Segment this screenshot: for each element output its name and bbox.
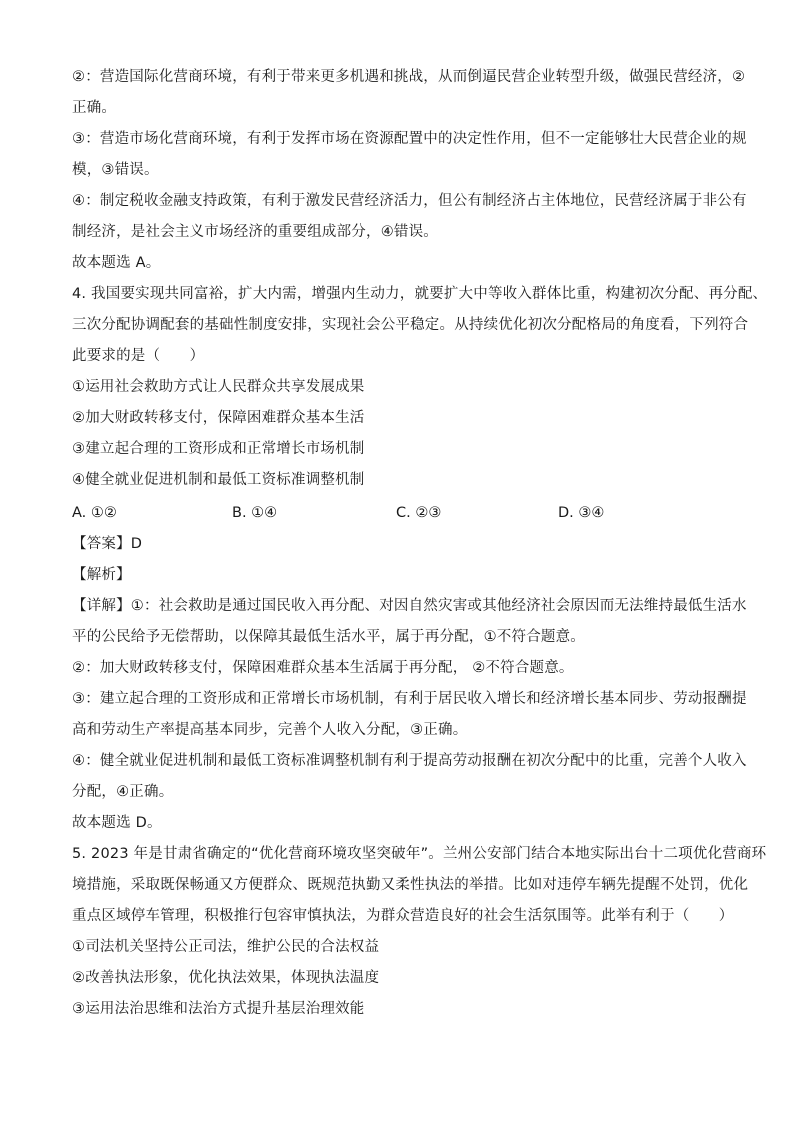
detail-line: ④：健全就业促进机制和最低工资标准调整机制有利于提高劳动报酬在初次分配中的比重，完善个人收入 bbox=[72, 753, 747, 769]
statement-item: ④健全就业促进机制和最低工资标准调整机制 bbox=[72, 472, 365, 488]
text-line: 故本题选 A。 bbox=[72, 255, 161, 271]
question-4-stem: 4. 我国要实现共同富裕，扩大内需，增强内生动力，就要扩大中等收入群体比重，构建初次分配、再分配、 bbox=[72, 286, 768, 302]
option-d: D. ③④ bbox=[558, 505, 605, 521]
answer-options bbox=[72, 503, 732, 523]
text-line: 正确。 bbox=[72, 100, 117, 116]
option-a: A. ①② bbox=[72, 505, 117, 521]
question-5-stem: 5. 2023 年是甘肃省确定的“优化营商环境攻坚突破年”。兰州公安部门结合本地实际出台十二项优化营商环 bbox=[72, 846, 767, 862]
detail-line: 故本题选 D。 bbox=[72, 815, 162, 831]
option-b: B. ①④ bbox=[232, 505, 278, 521]
question-5-stem: 重点区域停车管理，积极推行包容审慎执法，为群众营造良好的社会生活氛围等。此举有利于（ ） bbox=[72, 908, 734, 924]
text-line: ②：营造国际化营商环境，有利于带来更多机遇和挑战，从而倒逼民营企业转型升级，做强民营经济，② bbox=[72, 69, 746, 85]
question-4-stem: 三次分配协调配套的基础性制度安排，实现社会公平稳定。从持续优化初次分配格局的角度看，下列符合 bbox=[72, 317, 749, 333]
statement-item: ③建立起合理的工资形成和正常增长市场机制 bbox=[72, 441, 365, 457]
answer-line: 【答案】D bbox=[72, 536, 143, 552]
text-line: 模，③错误。 bbox=[72, 162, 159, 178]
detail-line: 【详解】①：社会救助是通过国民收入再分配、对因自然灾害或其他经济社会原因而无法维持最低生活水 bbox=[72, 598, 747, 614]
statement-item: ①运用社会救助方式让人民群众共享发展成果 bbox=[72, 379, 365, 395]
option-c: C. ②③ bbox=[396, 505, 442, 521]
analysis-label: 【解析】 bbox=[72, 567, 131, 583]
statement-item: ①司法机关坚持公正司法，维护公民的合法权益 bbox=[72, 939, 380, 955]
text-line: ④：制定税收金融支持政策，有利于激发民营经济活力，但公有制经济占主体地位，民营经济属于非公有 bbox=[72, 193, 747, 209]
detail-line: 平的公民给予无偿帮助，以保障其最低生活水平，属于再分配，①不符合题意。 bbox=[72, 629, 585, 645]
statement-item: ②改善执法形象，优化执法效果，体现执法温度 bbox=[72, 970, 380, 986]
detail-line: 分配，④正确。 bbox=[72, 784, 174, 800]
detail-line: ③：建立起合理的工资形成和正常增长市场机制，有利于居民收入增长和经济增长基本同步、劳动报酬提 bbox=[72, 691, 747, 707]
text-line: 制经济，是社会主义市场经济的重要组成部分，④错误。 bbox=[72, 224, 438, 240]
text-line: ③：营造市场化营商环境，有利于发挥市场在资源配置中的决定性作用，但不一定能够壮大民营企业的规 bbox=[72, 131, 747, 147]
detail-line: ②：加大财政转移支付，保障困难群众基本生活属于再分配， ②不符合题意。 bbox=[72, 660, 574, 676]
question-4-stem: 此要求的是（ ） bbox=[72, 348, 205, 364]
detail-line: 高和劳动生产率提高基本同步，完善个人收入分配，③正确。 bbox=[72, 722, 468, 738]
statement-item: ③运用法治思维和法治方式提升基层治理效能 bbox=[72, 1001, 365, 1017]
question-5-stem: 境措施，采取既保畅通又方便群众、既规范执勤又柔性执法的举措。比如对违停车辆先提醒不处罚，优化 bbox=[72, 877, 749, 893]
statement-item: ②加大财政转移支付，保障困难群众基本生活 bbox=[72, 410, 365, 426]
